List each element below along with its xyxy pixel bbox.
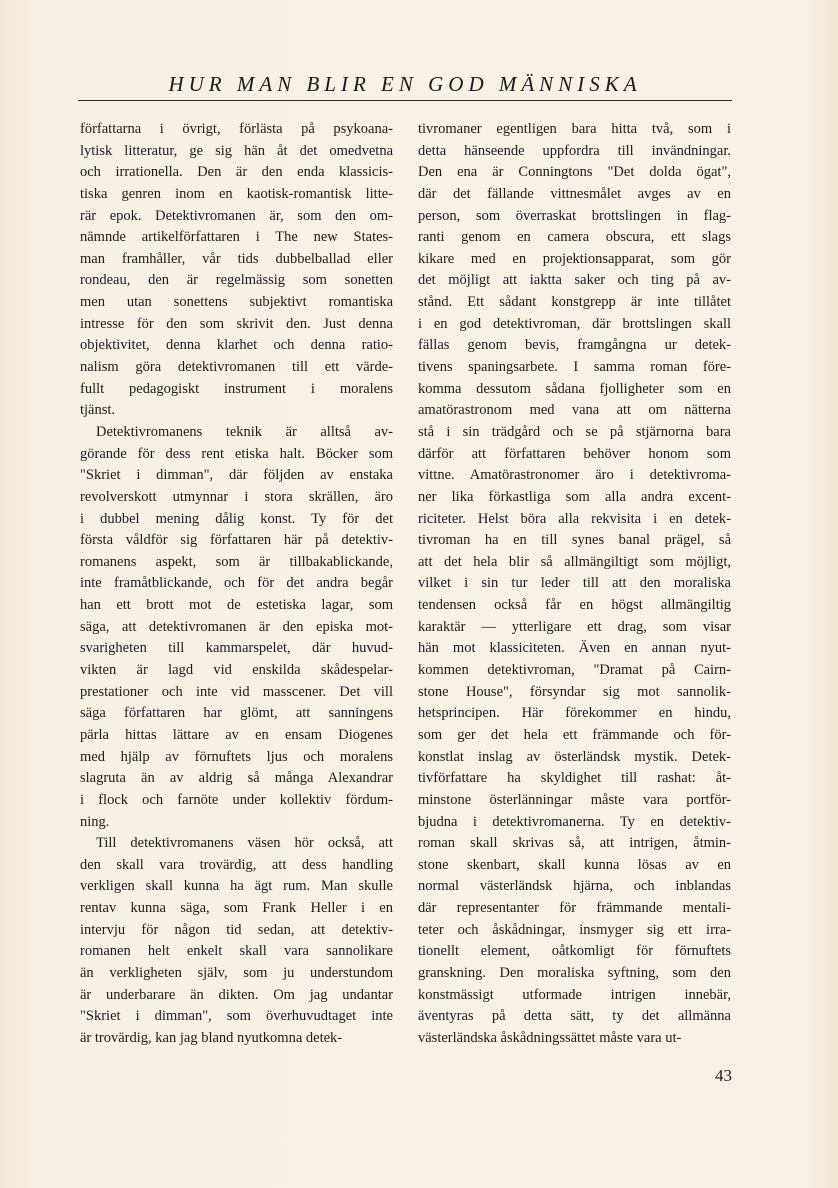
text-line: detta hänseende uppfordra till invändningar. [418,142,731,159]
text-line: är trovärdig, kan jag bland nyutkomna detek- [80,1029,343,1046]
text-line: författarna i övrigt, förlästa på psykoana- [80,121,393,137]
text-line: objektivitet, denna klarhet och denna ratio- [80,337,393,354]
text-line: romanen helt enkelt skall vara sannolikare [80,943,393,960]
text-line: där det fällande vittnesmålet avges av en [418,185,731,202]
text-line: nämnde artikelförfattaren i The new States- [80,229,393,246]
text-line: nalism göra detektivromanen till ett värde- [80,359,393,376]
text-line: pärla hittas lättare av en ensam Diogenes [80,726,393,743]
text-line: svarigheten till kammarspelet, där huvud- [80,640,393,657]
text-line: konstlat inslag av österländsk mystik. Detek- [418,748,731,765]
text-line: den skall vara trovärdig, att dess handling [80,856,393,873]
text-line: intervju för någon tid sedan, att detektiv- [80,921,393,938]
text-line: görande för dess rent etiska halt. Böcker som [80,445,393,462]
text-line: hän mot klassiciteten. Även en annan nyut- [418,640,731,657]
text-line: tivromaner egentligen bara hitta två, som i [418,121,731,137]
text-line: i flock och farnöte under kollektiv fördum- [80,791,393,808]
text-line: tivens spaningsarbete. I samma roman före- [418,359,731,376]
text-line: västerländska åskådningssättet måste vara ut- [418,1029,682,1046]
text-line: normal västerländsk hjärna, och inblandas [418,878,731,895]
text-line: rentav kunna säga, som Frank Heller i en [80,900,393,917]
text-line: kommen detektivroman, "Dramat på Cairn- [418,662,731,679]
text-line: vikten är lagd vid enskilda skådespelar- [80,662,393,679]
text-line: fällas genom bevis, framgångna ur detek- [418,337,731,354]
text-line: som ger det hela ett främmande och för- [418,726,731,743]
text-line: stone skenbart, skall kunna lösas av en [418,856,731,873]
text-line: han ett brott mot de estetiska lagar, som [80,597,393,614]
text-line: person, som överraskat brottslingen in flag- [418,207,731,224]
text-line: tiska genren inom en kaotisk-romantisk litte- [80,185,393,202]
text-line: tivroman ha en till synes banal prägel, så [418,532,731,549]
text-line: kikare med en projektionsapparat, som gör [418,250,731,267]
text-line: intresse för den som skrivit den. Just denna [80,315,393,332]
text-line: första våldför sig författaren här på detektiv- [80,532,393,549]
text-line: teter och åskådningar, insmyger sig ett irra- [418,921,731,938]
text-line: karaktär — ytterligare ett drag, som visar [418,618,731,635]
text-line: säga, att detektivromanen är den episka mot- [80,618,393,635]
text-line: ner lika förkastliga som alla andra excent- [418,488,731,505]
page-number: 43 [715,1066,732,1085]
text-line: att det hela blir så allmängiltigt som möjligt, [418,553,731,570]
text-line: slagruta än av aldrig så många Alexandrar [80,770,393,787]
text-line: därför att författaren behöver honom som [418,445,731,462]
text-line: tjänst. [80,402,116,419]
text-line: inte framåtblickande, och för det andra begår [80,575,393,592]
text-line: konstmässigt utformade intrigen innebär, [418,986,731,1003]
text-line: lytisk litteratur, ge sig hän åt det omedvetna [80,142,393,159]
text-line: stånd. Ett sådant konstgrepp är inte tillåtet [418,294,731,311]
text-line: rondeau, den är regelmässig som sonetten [80,272,393,289]
text-line: man framhåller, vår tids dubbelballad eller [80,250,393,267]
text-line: ranti genom en camera obscura, ett slags [418,229,731,246]
text-line: Detektivromanens teknik är alltså av- [96,423,393,440]
text-line: minstone österlänningar måste vara portför- [418,791,731,808]
text-line: riciteter. Helst böra alla rekvisita i en detek- [418,510,731,527]
text-line: och irrationella. Den är den enda klassicis- [80,164,393,181]
text-line: vittne. Amatörastronomer äro i detektivroma- [418,467,731,484]
text-line: det möjligt att iakttа saker och ting på av- [418,272,731,289]
text-line: prestationer och inte vid masscener. Det vill [80,683,393,700]
text-line: roman skall skrivas så, att intrigen, åtmin- [418,835,731,852]
text-line: säga författaren har glömt, att sanningens [80,705,393,722]
text-line: med hjälp av förnuftets ljus och moralens [80,748,393,765]
text-line: tionellt element, oåtkomligt för förnuftets [418,943,731,960]
right-column [418,119,731,1050]
text-line: "Skriet i dimman", som överhuvudtaget inte [80,1008,393,1025]
text-line: ning. [80,813,110,830]
text-line: vilket i sin tur leder till att den moraliska [418,575,731,592]
text-line: Den ena är Conningtons "Det dolda ögat", [418,164,731,181]
text-line: komma dessutom sådana fjolligheter som en [418,380,731,397]
left-column [80,119,393,1050]
text-line: revolverskott utmynnar i stora skrällen, äro [80,488,393,505]
text-line: där representanter för främmande mentali- [418,900,731,917]
text-line: i dubbel mening dålig konst. Ty för det [80,510,393,527]
text-line: fullt pedagogiskt instrument i moralens [80,380,393,397]
text-line: romanens aspekt, som är tillbakablickande, [80,553,393,570]
text-line: stå i sin trädgård och se på stjärnorna bara [418,423,731,440]
header-rule [78,100,732,101]
text-line: tendensen också får en högst allmängiltig [418,597,731,614]
text-line: rär epok. Detektivromanen är, som den om- [80,207,393,224]
text-line: i en god detektivroman, där brottslingen skall [418,315,731,332]
text-line: hetsprincipen. Här förekommer en hindu, [418,705,731,722]
text-line: än verkligheten själv, som ju understundom [80,964,393,981]
text-line: stone House", försyndar sig mot sannolik- [418,683,731,700]
text-line: äventyras på detta sätt, ty det allmänna [418,1008,731,1025]
text-line: tivförfattare ha skyldighet till rashat: åt- [418,770,731,787]
text-line: bjudna i detektivromanerna. Ty en detektiv- [418,813,731,830]
text-line: "Skriet i dimman", där följden av enstaka [80,467,393,484]
text-line: verkligen skall kunna ha ägt rum. Man skulle [80,878,393,895]
running-title: HUR MAN BLIR EN GOD MÄNNISKA [168,72,642,96]
text-line: Till detektivromanens väsen hör också, att [96,835,393,852]
text-line: granskning. Den moraliska syftning, som den [418,964,731,981]
text-line: men utan sonettens subjektivt romantiska [80,294,393,311]
text-line: amatörastronom med vana att om nätterna [418,402,731,419]
text-line: är underbarare än dikten. Om jag undantar [80,986,393,1003]
